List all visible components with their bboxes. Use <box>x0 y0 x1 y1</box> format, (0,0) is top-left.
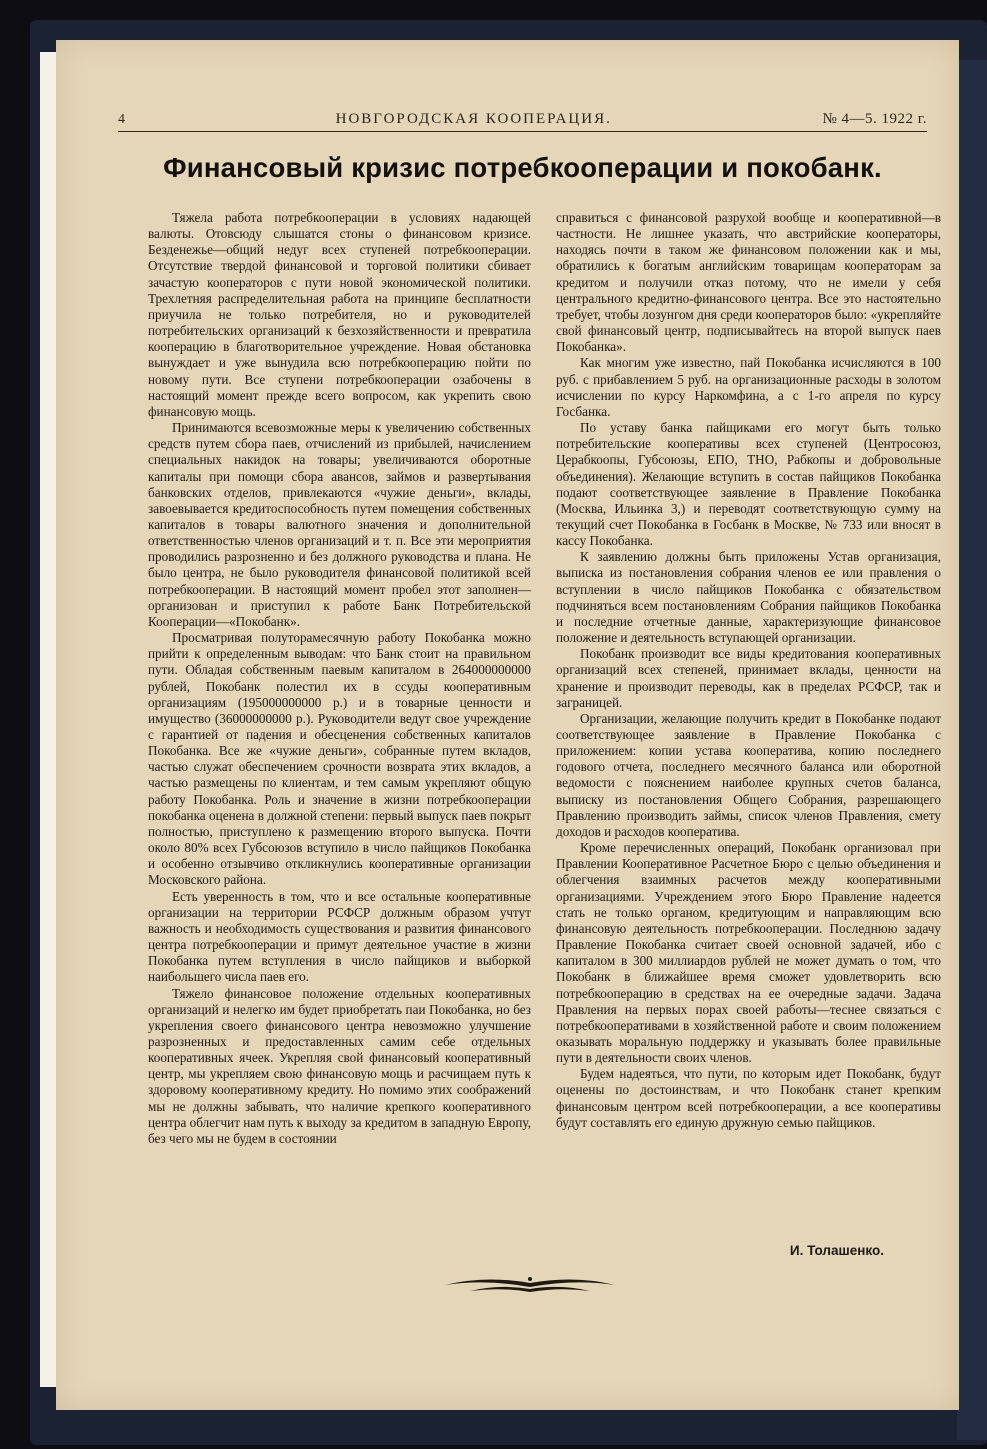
page-number: 4 <box>118 112 125 127</box>
header-rule <box>118 131 927 132</box>
paragraph: Есть уверенность в том, что и все остальные кооперативные организации на территории РСФСР должным образом учтут важность и необходимость существования и развития финансового центра потребкооперации и примут деятельное участие в жизни Покобанка путем вступления в число пайщиков и выборкой наибольшего числа паев его. <box>148 888 531 985</box>
right-column <box>556 210 941 1131</box>
left-column <box>148 210 531 1147</box>
paragraph: Тяжело финансовое положение отдельных кооперативных организаций и нелегко им будет приобретать паи Покобанка, но без укрепления своего финансового центра невозможно улучшение разрозненных и предоставленных самим себе отдельных кооперативных ячеек. Укрепляя свой финансовый кооперативный центр, мы укрепляем свою финансовую мощь и расчищаем путь к здоровому кооперативному кредиту. Но помимо этих соображений мы не должны забывать, что наличие крепкого кооперативного центра облегчит нам путь к выходу за кредитом в западную Европу, без чего мы не будем в состоянии <box>148 985 531 1146</box>
paragraph: К заявлению должны быть приложены Устав организация, выписка из постановления собрания членов ее или правления о вступлении в число пайщиков Покобанка с обязательством подчиняться всем постановлениям Собрания пайщиков Покобанка и последние отчетные данные, характеризующие финансовое положение и деятельность вступающей организации. <box>556 549 941 646</box>
paragraph: Кроме перечисленных операций, Покобанк организовал при Правлении Кооперативное Расчетное Бюро с целью объединения и облегчения взаимных расчетов между кооперативными организациями. Учреждением этого Бюро Правление надеется стать не только органом, кредитующим и направляющим всю финансовую деятельность потребкооперации. Последнюю задачу Правление Покобанка считает своей основной задачей, ибо с капиталом в 300 миллиардов рублей не может думать о том, что Покобанк в ближайшее время сможет удовлетворить всю потребкооперацию в средствах на ее очередные задачи. Задача Правления на первых порах своей работы—теснее связаться с потребкооперативами в хозяйственной работе и своим положением оказывать моральную поддержку и указывать более правильные пути в деятельности своих членов. <box>556 840 941 1066</box>
issue-number: № 4—5. 1922 г. <box>822 111 927 127</box>
running-header <box>118 106 927 128</box>
paragraph: Организации, желающие получить кредит в Покобанке подают соответствующее заявление в Правление Покобанка с приложением: копии устава кооператива, копию последнего годового отчета, последнего месячного баланса или оборотной ведомости с пояснением наиболее крупных счетов баланса, выписку из постановления Общего Собрания, разрешающего Правлению производить займы, список членов Правления, смету доходов и расходов кооператива. <box>556 710 941 839</box>
publication-title: НОВГОРОДСКАЯ КООПЕРАЦИЯ. <box>335 111 612 127</box>
paragraph: Будем надеяться, что пути, по которым идет Покобанк, будут оценены по достоинствам, и что Покобанк станет крепким финансовым центром всей потребкооперации, а все кооперативы будут составлять его единую дружную семью пайщиков. <box>556 1066 941 1130</box>
paragraph: Просматривая полуторамесячную работу Покобанка можно прийти к определенным выводам: что Банк стоит на правильном пути. Обладая собственным паевым капиталом в 264000000000 рублей, Покобанк полестил их в ссуды кооперативным организациям (195000000000 р.) и в товарные ценности и имущество (36000000000 р.). Руководители ведут свое учреждение с гарантией от падения и обесценения собственных капиталов Покобанка. Все же «чужие деньги», собранные путем вкладов, частью служат обеспечением срочности возврата этих вкладов, а частью размещены по клиентам, и тем самым укрепляют общую работу Покобанка. Роль и значение в жизни потребкооперации покобанка оценена в должной степени: первый выпуск паев покрыт полностью, приступлено к размещению второго выпуска. Почти около 80% всех Губсоюзов вступило в число пайщиков Покобанка и особенно отзывчиво откликнулись кооперативные организации Московского района. <box>148 630 531 888</box>
paragraph: Покобанк производит все виды кредитования кооперативных организаций всех степеней, принимает вклады, ценности на хранение и производит переводы, как в пределах РСФСР, так и заграницей. <box>556 646 941 710</box>
paragraph: справиться с финансовой разрухой вообще и кооперативной—в частности. Не лишнее указать, что австрийские кооператоры, находясь почти в таком же финансовом положении как и мы, обратились к богатым английским товарищам кооператорам за кредитом и получили отказ потому, что не имели у себя центрального кредитно-финансового центра. Все это настоятельно требует, чтобы лозунгом дня среди кооператоров было: «укрепляйте свой финансовый центр, подписывайтесь на второй выпуск паев Покобанка». <box>556 210 941 355</box>
article-title: Финансовый кризис потребкооперации и покобанк. <box>163 152 882 183</box>
paragraph: Принимаются всевозможные меры к увеличению собственных средств путем сбора паев, отчислений из прибылей, начислением специальных накидок на товары; увеличиваются оборотные капиталы при помощи сбора авансов, займов и развертывания банковских отделов, привлекаются «чужие деньги», вклады, завоевывается кредитоспособность путем помещения собственных капиталов в товары валютного значения и дополнительной ответственностью членов организаций и т. п. Все эти мероприятия проводились разрозненно и без должного руководства и плана. Не было центра, не было руководителя финансовой политикой всей потребкооперации. В настоящий момент пробел этот заполнен—организован и приступил к работе Банк Потребительской Кооперации—«Покобанк». <box>148 420 531 629</box>
paragraph: По уставу банка пайщиками его могут быть только потребительские кооперативы всех ступеней (Центросоюз, Церабкоопы, Губсоюзы, ЕПО, ТНО, Рабкопы и добровольные объединения). Желающие вступить в состав пайщиков Покобанка подают соответствующее заявление в Правление Покобанка (Москва, Ильинка 3,) и переводят соответствующую сумму на текущий счет Покобанка в Госбанк в Москве, № 733 или вносят в кассу Покобанка. <box>556 420 941 549</box>
author-signature: И. Толашенко. <box>789 1243 884 1258</box>
paragraph: Тяжела работа потребкооперации в условиях надающей валюты. Отовсюду слышатся стоны о финансовом кризисе. Безденежье—общий недуг всех ступеней потребкооперации. Отсутствие твердой финансовой и торговой политики сбивает зачастую кооператоров с пути новой экономической политики. Трехлетняя распределительная работа на принципе бесплатности приучила не только потребителя, но и руководителей потребительских организаций к безхозяйственности и превратила кооперацию в благотворительное учреждение. Новая обстановка вынуждает и уже вынудила всю потребкооперацию пойти по новому пути. Все ступени потребкооперации озабочены в настоящий момент прежде всего вопросом, как укрепить свою финансовую мощь. <box>148 210 531 419</box>
paragraph: Как многим уже известно, пай Покобанка исчисляются в 100 руб. с прибавлением 5 руб. на организационные расходы в золотом исчислении по курсу Наркомфина, а с 1-го апреля по курсу Госбанка. <box>556 355 941 419</box>
decorative-ornament <box>440 1270 620 1300</box>
binding-edge <box>957 60 987 1440</box>
